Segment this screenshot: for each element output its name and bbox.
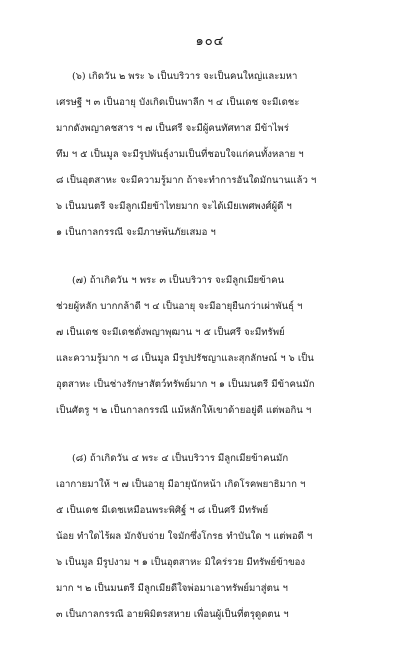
text-line: เศรษฐี ฯ ๓ เป็นอายุ บังเกิดเป็นพาลีก ฯ ๔ เป็นเดช จะมีเดชะ	[56, 97, 300, 108]
paragraph-8	[56, 446, 376, 628]
text-line: เอากายมาให้ ฯ ๗ เป็นอายุ มีอายุนักหน้า เกิดโรคพยาธิมาก ฯ	[56, 479, 306, 490]
text-line: มากดังพญาคชสาร ฯ ๗ เป็นศรี จะมีผู้คนทัศทาส มีข้าไพร่	[56, 123, 289, 134]
page-number: ๑๐๔	[195, 34, 225, 49]
body-text	[56, 64, 376, 650]
text-line: ๖ เป็นมนตรี จะมีลูกเมียข้าไทยมาก จะได้เมียเพศพงศ์ผู้ดี ฯ	[56, 201, 292, 212]
text-line: (๘) ถ้าเกิดวัน ๔ พระ ๔ เป็นบริวาร มีลูกเมียข้าคนมัก	[72, 453, 289, 464]
text-line: น้อย ทำใดไร้ผล มักจับจ่าย ใจมักซึ่งโกรธ ทำบันใด ฯ แต่พอดี ฯ	[56, 531, 313, 542]
text-line: ๑ เป็นกาลกรรณี จะมีภาษพ้นภัยเสมอ ฯ	[56, 227, 216, 238]
text-line: ๕ เป็นเดช มีเดชเหมือนพระพิศิฐ์ ฯ ๘ เป็นศรี มีทรัพย์	[56, 505, 269, 516]
text-line: ๗ เป็นเดช จะมีเดชดั่งพญาพุฒาน ฯ ๕ เป็นศรี จะมีทรัพย์	[56, 327, 285, 338]
text-line: ๘ เป็นอุตสาหะ จะมีความรู้มาก ถ้าจะทำการอันใดมักนานแล้ว ฯ	[56, 175, 317, 186]
paragraph-7	[56, 268, 376, 424]
text-line: อุตสาหะ เป็นช่างรักษาสัตว์ทรัพย์มาก ฯ ๑ เป็นมนตรี มีข้าคนมัก	[56, 379, 315, 390]
text-line: ๓ เป็นกาลกรรณี อายพิมิตรสหาย เพื่อนผู้เป็นที่ตรุดูดตน ฯ	[56, 609, 289, 620]
text-line: และความรู้มาก ฯ ๘ เป็นมูล มีรูปปรัชญาและสุกลักษณ์ ฯ ๖ เป็น	[56, 353, 314, 364]
text-line: (๖) เกิดวัน ๒ พระ ๖ เป็นบริวาร จะเป็นคนใหญ่และมหา	[72, 71, 298, 82]
text-line: ๖ เป็นมูล มีรูปงาม ฯ ๑ เป็นอุตสาหะ มิใคร่รวย มีทรัพย์ข้าของ	[56, 557, 306, 568]
text-line: มาก ฯ ๒ เป็นมนตรี มีลูกเมียดีใจพ่อมาเอาทรัพย์มาสู่ตน ฯ	[56, 583, 288, 594]
text-line: (๗) ถ้าเกิดวัน ฯ พระ ๓ เป็นบริวาร จะมีลูกเมียข้าคน	[72, 275, 285, 286]
paragraph-6	[56, 64, 376, 246]
text-line: ช่วยผู้หลัก บากกล้าดี ฯ ๔ เป็นอายุ จะมีอายุยืนกว่าเผ่าพันธุ์ ฯ	[56, 301, 303, 312]
text-line: เป็นศัตรู ฯ ๒ เป็นกาลกรรณี แม้หลักให้เขาด้ายอยู่ดี แต่พอกิน ฯ	[56, 405, 312, 416]
text-line: ทึม ฯ ๕ เป็นมูล จะมีรูปพันธุ์งามเป็นที่ชอบใจแก่คนทั้งหลาย ฯ	[56, 149, 304, 160]
